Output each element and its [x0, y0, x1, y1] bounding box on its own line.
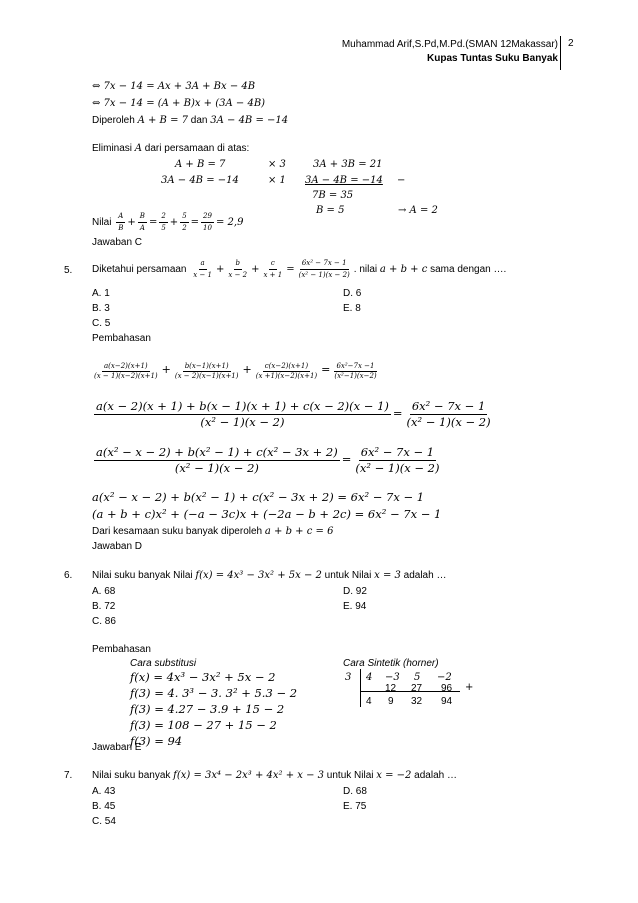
denominator: 10: [203, 224, 212, 232]
elim-b: B = 5: [316, 205, 345, 216]
fraction: [262, 258, 285, 281]
fraction: [191, 258, 214, 281]
denominator: (x²−1)(x−2): [334, 371, 377, 380]
fraction: [138, 211, 147, 234]
option-a: A. 1: [92, 288, 110, 299]
horner-cell: 4: [366, 672, 373, 683]
header-divider: [560, 36, 561, 70]
denominator: 2: [182, 224, 187, 232]
numerator: a(x − 2)(x + 1) + b(x − 1)(x + 1) + c(x − 2)(x − 1): [96, 398, 389, 413]
horner-cell: 32: [411, 696, 423, 707]
denominator: x + 1: [263, 270, 283, 279]
denominator: x − 1: [193, 270, 212, 279]
answer-c: Jawaban C: [92, 237, 143, 248]
substitution-step: f(3) = 4. 3³ − 3. 3² + 5.3 − 2: [130, 686, 298, 700]
numerator: 6x² − 7x − 1: [411, 398, 486, 413]
substitution-step: f(3) = 94: [130, 734, 183, 748]
horner-cell: 27: [411, 683, 423, 694]
question-number: 6.: [64, 570, 73, 581]
numerator: a: [199, 258, 207, 270]
solution-step-1: $\frac{a(x-2)(x+1)}{(x - 1)(x-2)(x+1)}$ + $\frac{b(x-1)(x+1)}{(x - 2)(x-1)(x+1)}$ + $\frac{c(x-2)(x+1)}{(x +1)(x-2)(x+1)}$ = $\frac{\text{6x²−7x −1}}{\text{(x²−1)(x−2)}}$: [94, 361, 377, 380]
value-line: [92, 211, 243, 235]
option-b: B. 3: [92, 303, 110, 314]
numerator: 6x² − 7x − 1: [360, 444, 435, 459]
fraction: [94, 445, 340, 476]
fraction: [254, 362, 319, 381]
horner-cell: 5: [414, 672, 421, 683]
fraction: [201, 211, 214, 234]
fraction: [116, 211, 125, 234]
option-d: D. 92: [343, 586, 367, 597]
horner-plus: +: [465, 682, 474, 693]
text: untuk Nilai: [324, 770, 377, 781]
elim-a: → A = 2: [398, 205, 438, 216]
step-line-1: ⇔ 7x − 14 = Ax + 3A + Bx − 4B: [92, 81, 256, 92]
math: f(x) = 4x³ − 3x² + 5x − 2: [195, 570, 322, 581]
substitution-step: f(3) = 108 − 27 + 15 − 2: [130, 718, 277, 732]
step-line-3: [92, 114, 288, 127]
option-b: B. 45: [92, 801, 116, 812]
fraction: [226, 258, 249, 281]
denominator: (x² − 1)(x − 2): [200, 414, 285, 429]
option-a: A. 68: [92, 586, 116, 597]
horner-cell: 3: [345, 672, 352, 683]
horner-cell: 4: [366, 696, 372, 707]
denominator: (x − 2)(x−1)(x+1): [174, 371, 239, 380]
option-e: E. 94: [343, 601, 367, 612]
header-subtitle: Kupas Tuntas Suku Banyak: [427, 53, 558, 64]
numerator: b: [234, 258, 242, 270]
text: adalah …: [400, 570, 447, 581]
option-c: C. 86: [92, 616, 116, 627]
option-a: A. 43: [92, 786, 116, 797]
text: dari persamaan di atas:: [142, 143, 250, 154]
question-7-text: [92, 769, 457, 782]
option-d: D. 68: [343, 786, 367, 797]
substitution-step: f(3) = 4.27 − 3.9 + 15 − 2: [130, 702, 285, 716]
math: a + b + c = 6: [264, 526, 334, 537]
option-e: E. 8: [343, 303, 361, 314]
option-b: B. 72: [92, 601, 116, 612]
substitution-step: f(x) = 4x³ − 3x² + 5x − 2: [130, 670, 276, 684]
question-6-text: [92, 569, 446, 582]
text: adalah …: [411, 770, 457, 781]
question-5-text: Diketahui persamaan $\frac{a}{x - 1}$ + $\frac{b}{x - 2}$ + $\frac{c}{x + 1}$ = $\frac{\text{6x² − 7x − 1}}{\text{(x² − 1)(x − 2)}}$ . nilai a + b + c sama dengan ….: [92, 258, 507, 279]
denominator: 5: [161, 224, 166, 232]
answer-d: Jawaban D: [92, 541, 143, 552]
denominator: (x +1)(x−2)(x+1): [255, 371, 318, 380]
text: Dari kesamaan suku banyak diperoleh: [92, 526, 265, 537]
denominator: (x² − 1)(x − 2): [406, 414, 491, 429]
fraction: [173, 362, 241, 381]
answer-e: Jawaban E: [92, 742, 142, 753]
plus: +: [169, 217, 179, 229]
text: Eliminasi: [92, 143, 135, 154]
numerator: 5: [180, 211, 188, 223]
solution-step-3: $\frac{\text{a(x² − x − 2) + b(x² − 1) + c(x² − 3x + 2)}}{\text{(x² − 1)(x − 2)}}$ = $\frac{\text{6x² − 7x − 1}}{\text{(x² − 1)(x − 2)}}$: [96, 444, 440, 475]
horner-cell: 96: [441, 683, 453, 694]
math: 3A − 4B = −14: [210, 115, 289, 126]
denominator: (x − 1)(x−2)(x+1): [94, 371, 158, 380]
numerator: B: [138, 211, 147, 223]
numerator: 2: [159, 211, 167, 223]
solution-step-4: a(x² − x − 2) + b(x² − 1) + c(x² − 3x + 2) = 6x² − 7x − 1: [92, 490, 425, 504]
math: A: [134, 143, 143, 154]
fraction: [94, 399, 391, 430]
text: untuk Nilai: [321, 570, 375, 581]
solution-step-5: (a + b + c)x² + (−a − 3c)x + (−2a − b + 2c) = 6x² − 7x − 1: [92, 507, 442, 521]
numerator: a(x² − x − 2) + b(x² − 1) + c(x² − 3x + 2): [96, 444, 338, 459]
question-number: 7.: [64, 770, 73, 781]
elimination-intro: [92, 142, 249, 155]
denominator: B: [118, 224, 124, 232]
elim-sum: 7B = 35: [312, 190, 354, 201]
solution-step-2: $\frac{a(x - 2)(x + 1) + b(x - 1)(x + 1) + c(x - 2)(x - 1)}{\text{(x² − 1)(x − 2)}}$ = $\frac{\text{6x² − 7x − 1}}{\text{(x² − 1)(x − 2)}}$: [96, 398, 491, 429]
result: = 2,9: [215, 217, 244, 229]
header-author: Muhammad Arif,S.Pd,M.Pd.(SMAN 12Makassar): [341, 39, 558, 50]
question-number: 5.: [64, 265, 73, 276]
option-e: E. 75: [343, 801, 367, 812]
text: . nilai: [353, 264, 380, 275]
horner-cell: −3: [385, 672, 400, 683]
fraction: [332, 362, 378, 381]
method-horner: Cara Sintetik (horner): [343, 658, 439, 669]
option-c: C. 5: [92, 318, 111, 329]
text: dan: [188, 115, 211, 126]
denominator: (x² − 1)(x − 2): [355, 460, 440, 475]
step-line-2: ⇔ 7x − 14 = (A + B)x + (3A − 4B): [92, 98, 266, 109]
numerator: 29: [201, 211, 214, 223]
denominator: (x² − 1)(x − 2): [298, 270, 350, 279]
page-number: 2: [568, 38, 574, 49]
horner-cell: 12: [385, 683, 397, 694]
text: Nilai: [92, 217, 115, 229]
horner-vertical-line: [360, 669, 361, 707]
denominator: x − 2: [228, 270, 248, 279]
discussion-label: Pembahasan: [92, 644, 151, 655]
horner-cell: −2: [437, 672, 452, 683]
numerator: c(x−2)(x+1): [264, 361, 309, 370]
elim-result: 3A + 3B = 21: [313, 159, 383, 170]
numerator: 6x² − 7x − 1: [300, 258, 349, 270]
page-header: [342, 38, 558, 66]
fraction: [405, 399, 493, 430]
fraction: [353, 445, 441, 476]
discussion-label: Pembahasan: [92, 333, 151, 344]
horner-cell: 94: [441, 696, 453, 707]
numerator: a(x−2)(x+1): [104, 361, 148, 370]
numerator: 6x²−7x −1: [336, 361, 375, 370]
math: x = −2: [376, 770, 412, 781]
fraction: [297, 258, 352, 281]
text: Nilai suku banyak Nilai: [92, 570, 196, 581]
fraction: [180, 211, 188, 234]
plus: +: [127, 217, 136, 229]
elim-result: 3A − 4B = −14: [305, 175, 383, 186]
math: A + B = 7: [137, 115, 188, 126]
equals: =: [190, 217, 200, 229]
text: sama dengan ….: [427, 264, 507, 275]
horner-cell: 9: [388, 696, 394, 707]
minus-sign: −: [397, 175, 406, 186]
fraction: [92, 362, 160, 381]
equals: =: [148, 217, 158, 229]
math: f(x) = 3x⁴ − 2x³ + 4x² + x − 3: [173, 770, 325, 781]
text: Nilai suku banyak: [92, 770, 174, 781]
denominator: A: [139, 224, 145, 232]
method-substitution: Cara substitusi: [130, 658, 197, 669]
text: Diperoleh: [92, 115, 138, 126]
elim-eq: 3A − 4B = −14: [161, 175, 239, 186]
numerator: A: [116, 211, 125, 223]
option-d: D. 6: [343, 288, 362, 299]
numerator: c: [269, 258, 277, 270]
elim-eq: A + B = 7: [175, 159, 226, 170]
option-c: C. 54: [92, 816, 116, 827]
elim-mult: × 3: [268, 159, 286, 170]
text: Diketahui persamaan: [92, 264, 187, 275]
numerator: b(x−1)(x+1): [184, 361, 229, 370]
math: x = 3: [374, 570, 401, 581]
solution-conclusion: [92, 525, 333, 538]
math: a + b + c: [379, 264, 428, 275]
fraction: [159, 211, 167, 234]
denominator: (x² − 1)(x − 2): [174, 460, 259, 475]
elim-mult: × 1: [268, 175, 286, 186]
